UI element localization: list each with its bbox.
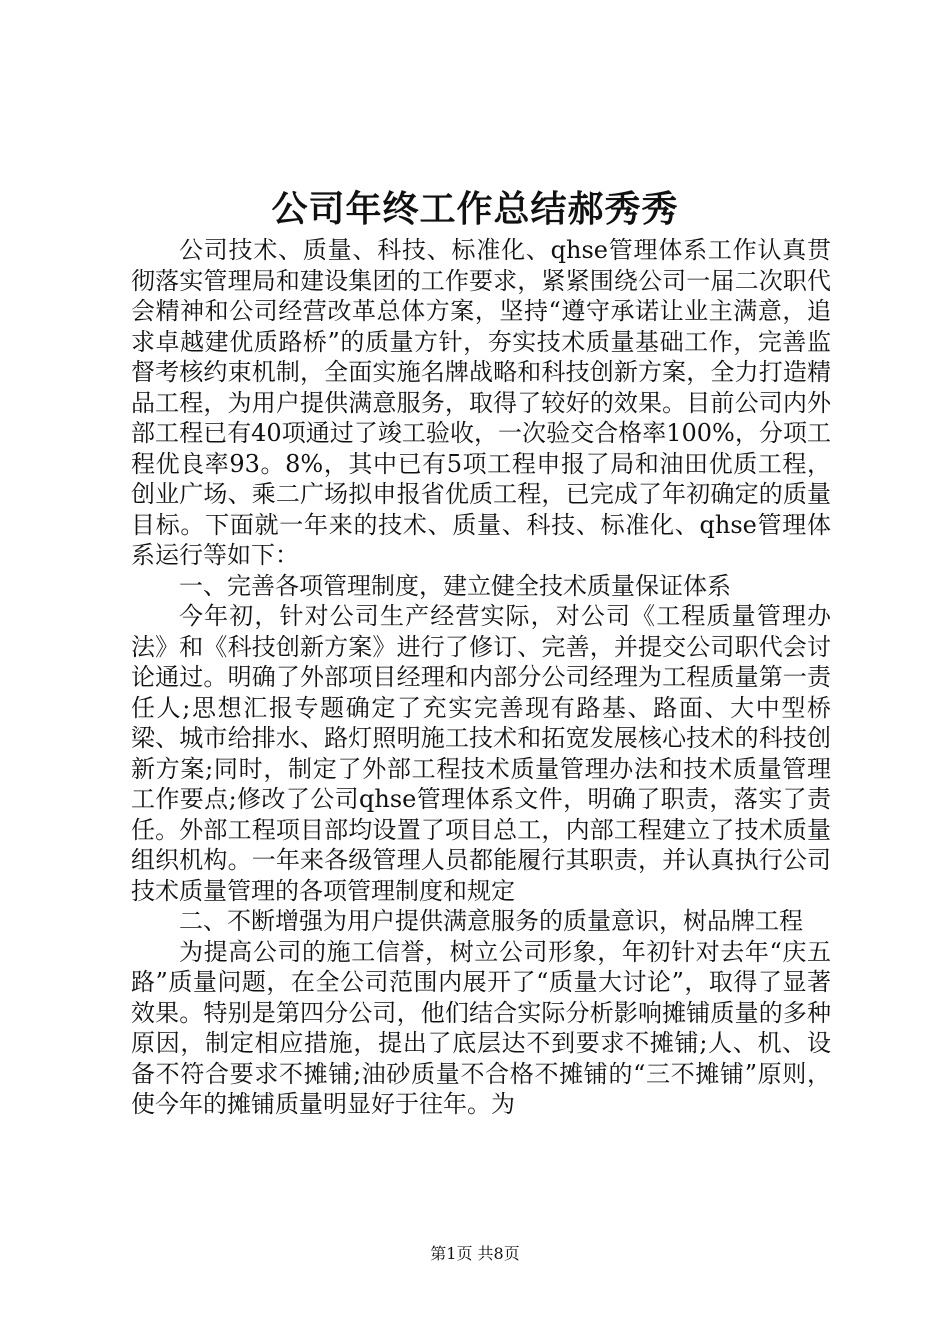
page-footer: 第1页 共8页 xyxy=(430,1244,520,1263)
section-heading-1: 一、完善各项管理制度，建立健全技术质量保证体系 xyxy=(179,571,731,600)
section-heading-2: 二、不断增强为用户提供满意服务的质量意识，树品牌工程 xyxy=(179,907,803,935)
paragraph-section-2: 为提高公司的施工信誉，树立公司形象，年初针对去年“庆五路”质量问题，在全公司范围内展开了“质量大讨论”，取得了显著效果。特别是第四分公司，他们结合实际分析影响摊铺质量的多种原因，制定相应措施，提出了底层达不到要求不摊铺;人、机、设备不符合要求不摊铺;油砂质量不合格不摊铺的“三不摊铺”原则，使今年的摊铺质量明显好于往年。为 xyxy=(131,937,831,1118)
document-body xyxy=(131,235,831,1120)
paragraph-section-1: 今年初，针对公司生产经营实际，对公司《工程质量管理办法》和《科技创新方案》进行了修订、完善，并提交公司职代会讨论通过。明确了外部项目经理和内部分公司经理为工程质量第一责任人;思想汇报专题确定了充实完善现有路基、路面、大中型桥梁、城市给排水、路灯照明施工技术和拓宽发展核心技术的科技创新方案;同时，制定了外部工程技术质量管理办法和技术质量管理工作要点;修改了公司qhse管理体系文件，明确了职责，落实了责任。外部工程项目部均设置了项目总工，内部工程建立了技术质量组织机构。一年来各级管理人员都能履行其职责，并认真执行公司技术质量管理的各项管理制度和规定 xyxy=(131,602,831,905)
document-title: 公司年终工作总结郝秀秀 xyxy=(271,188,679,230)
paragraph-intro: 公司技术、质量、科技、标准化、qhse管理体系工作认真贯彻落实管理局和建设集团的工作要求，紧紧围绕公司一届二次职代会精神和公司经营改革总体方案，坚持“遵守承诺让业主满意，追求卓越建优质路桥”的质量方针，夯实技术质量基础工作，完善监督考核约束机制，全面实施名牌战略和科技创新方案，全力打造精品工程，为用户提供满意服务，取得了较好的效果。目前公司内外部工程已有40项通过了竣工验收，一次验交合格率100%，分项工程优良率93。8%，其中已有5项工程申报了局和油田优质工程，创业广场、乘二广场拟申报省优质工程，已完成了年初确定的质量目标。下面就一年来的技术、质量、科技、标准化、qhse管理体系运行等如下： xyxy=(131,236,831,569)
